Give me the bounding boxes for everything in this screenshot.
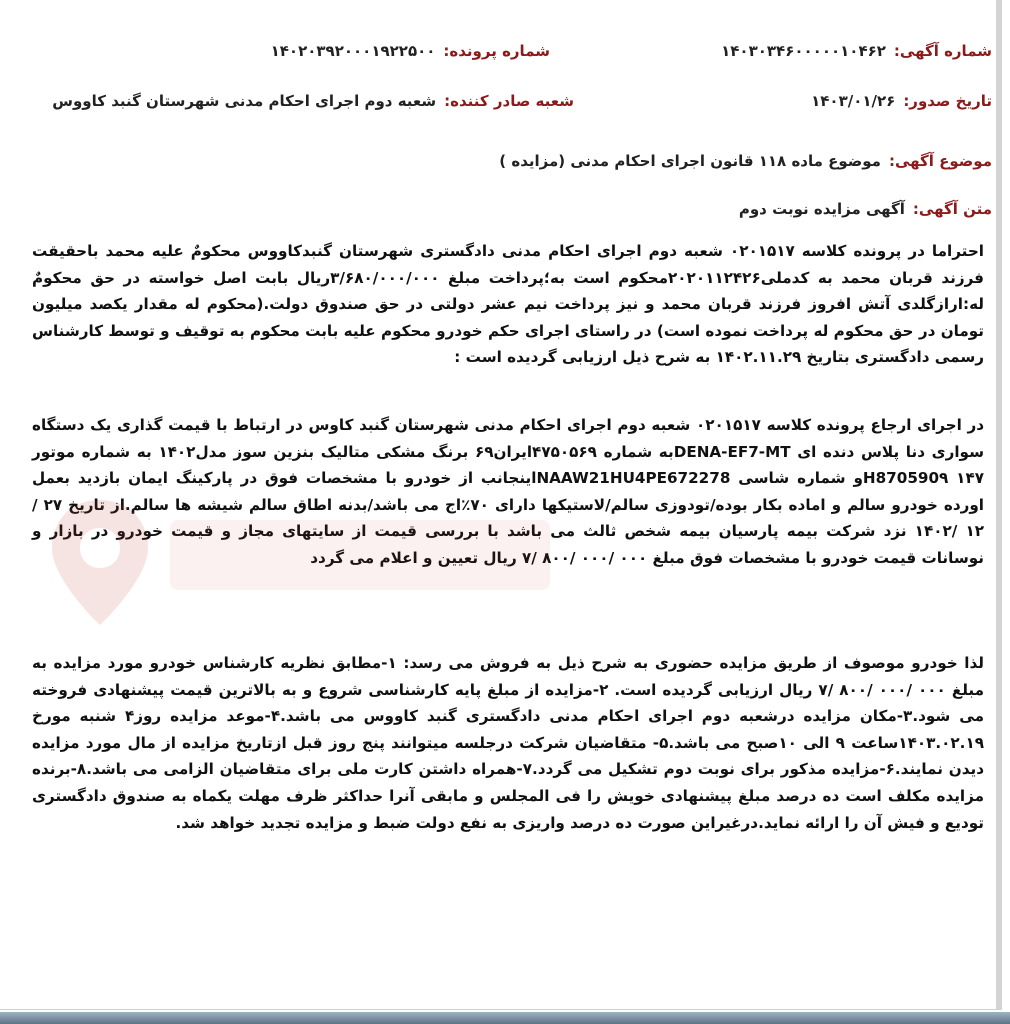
notice-number-row [721,42,992,60]
case-number: ۱۴۰۲۰۳۹۲۰۰۰۱۹۲۲۵۰۰ [270,42,436,60]
subject: موضوع ماده ۱۱۸ قانون اجرای احکام مدنی (مزایده ) [499,152,881,170]
paragraph-appraisal: در اجرای ارجاع پرونده کلاسه ۰۲۰۱۵۱۷ شعبه دوم اجرای احکام مدنی شهرستان گنبد کاوس در ارتباط با قیمت گذاری یک دستگاه سواری دنا پلاس دنده ای DENA-EF7-MTبه شماره ۴۷۵۰۵۶۹ایران۶۹ برنگ مشکی متالیک بنزین سوز مدل۱۴۰۲ به شماره موتور ۱۴۷ H870590۹و شماره شاسی NAAW21HU4PE672278اینجانب از خودرو با مشخصات فوق در پارکینگ ایمان بازدید بعمل اورده خودرو سالم و اماده بکار بوده/تودوزی سالم/لاستیکها دارای ۷۰٪اج می باشد/بدنه اطاق سالم شیشه ها سالم.از تاریخ ۲۷ /۱۲ /۱۴۰۲ نزد شرکت بیمه پارسیان بیمه شخص ثالث می باشد با بررسی قیمت از سایتهای مجاز و قیمت خودرو در بازار و نوسانات قیمت خودرو با مشخصات فوق مبلغ ۰۰۰ /۰۰۰ /۸۰۰ /۷ ریال تعیین و اعلام می گردد [32,416,985,567]
window-bottom-bar [0,1012,1010,1024]
case-number-row [271,42,550,60]
body-title: آگهی مزایده نوبت دوم [738,200,905,218]
body-title-row [739,200,992,218]
issue-date-label: تاریخ صدور: [903,92,992,110]
subject-row [499,152,992,170]
issuer-row [52,92,574,110]
notice-number: ۱۴۰۳۰۳۴۶۰۰۰۰۰۱۰۴۶۲ [721,42,886,60]
paragraph-judgment: احتراما در پرونده کلاسه ۰۲۰۱۵۱۷ شعبه دوم اجرای احکام مدنی دادگستری شهرستان گنبدکاووس محکومٌ علیه محمد باحقیقت فرزند قربان محمد به کدملی۲۰۲۰۱۱۲۴۲۶محکوم است به؛پرداخت مبلغ ۳/۶۸۰/۰۰۰/۰۰۰ریال بابت اصل خواسته در حق محکومٌ له:ارازگلدی آتش افروز فرزند قربان محمد و نیز پرداخت نیم عشر دولتی در حق صندوق دولت.(محکوم له مقدار یکصد میلیون تومان در حق محکوم له پرداخت نموده است) در راستای اجرای حکم خودرو محکوم علیه بابت محکوم به توقیف و توسط کارشناس رسمی دادگستری بتاریخ ۱۴۰۲.۱۱.۲۹ به شرح ذیل ارزیابی گردیده است : [32,242,984,367]
case-number-label: شماره پرونده: [443,42,550,60]
subject-label: موضوع آگهی: [888,152,992,170]
issuer-label: شعبه صادر کننده: [444,92,574,110]
issue-date-row [811,92,992,110]
issue-date: ۱۴۰۳/۰۱/۲۶ [811,92,896,110]
paragraph-auction-terms: لذا خودرو موصوف از طریق مزایده حضوری به شرح ذیل به فروش می رسد: ۱-مطابق نظریه کارشناس خودرو مورد مزایده به مبلغ ۰۰۰ /۰۰۰ /۸۰۰ /۷ ریال ارزیابی گردیده است. ۲-مزایده از مبلغ پایه کارشناسی شروع و به بالاترین قیمت پیشنهادی فروخته می شود.۳-مکان مزایده درشعبه دوم اجرای احکام مدنی دادگستری گنبد کاووس می باشد.۴-موعد مزایده روز۴ شنبه مورخ ۱۴۰۳.۰۲.۱۹ساعت ۹ الی ۱۰صبح می باشد.۵- متقاضیان شرکت درجلسه میتوانند پنج روز قبل ازتاریخ مزایده از مال مورد مزایده دیدن نمایند.۶-مزایده مذکور برای نوبت دوم تشکیل می گردد.۷-همراه داشتن کارت ملی برای متقاضیان الزامی می باشد.۸-برنده مزایده مکلف است ده درصد مبلغ پیشنهادی خویش را فی المجلس و مابقی آنرا حداکثر ظرف مهلت یکماه به صندوق دادگستری تودیع و فیش آن را ارائه نماید.درغیراین صورت ده درصد واریزی به نفع دولت ضبط و مزایده تجدید خواهد شد. [32,654,985,832]
body-label: متن آگهی: [912,200,992,218]
issuer: شعبه دوم اجرای احکام مدنی شهرستان گنبد کاووس [52,92,437,110]
notice-number-label: شماره آگهی: [893,42,992,60]
